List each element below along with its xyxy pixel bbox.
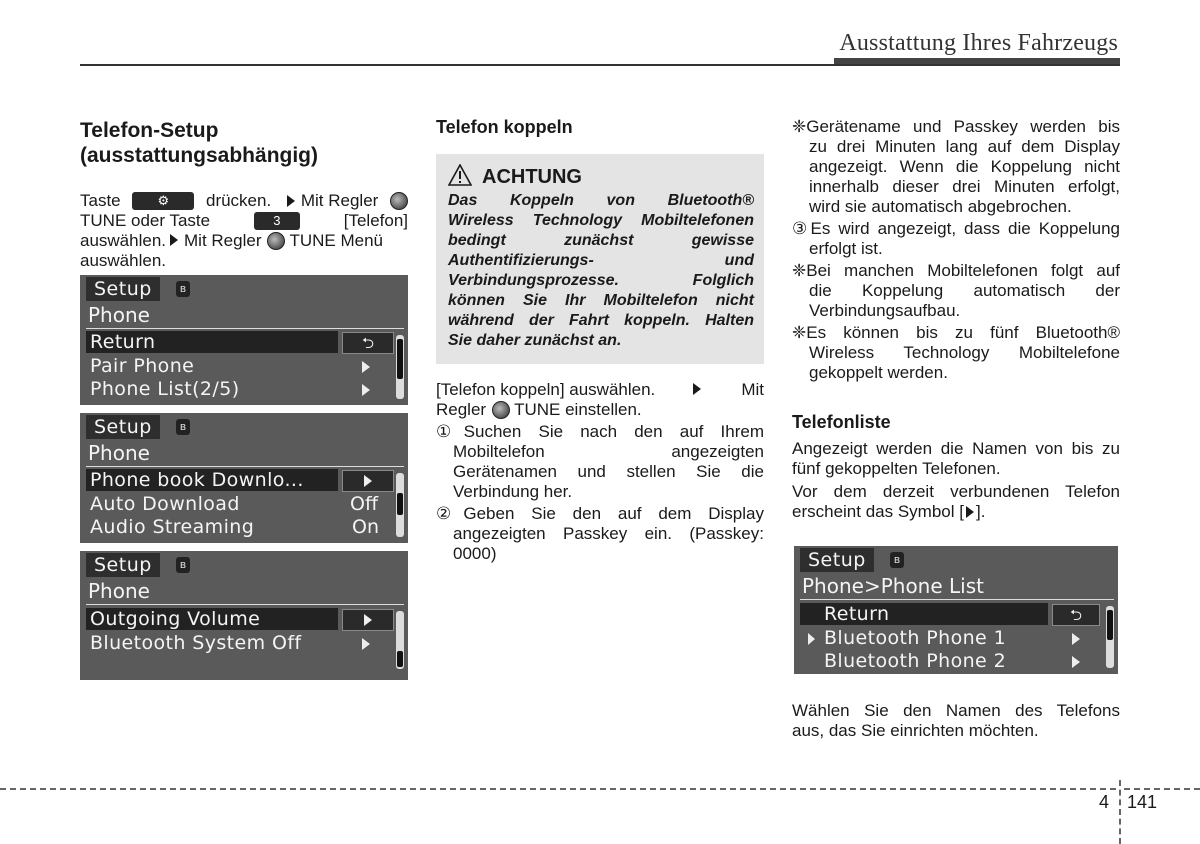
- step-1: ①Suchen Sie nach den auf Ihrem Mobiltelefon angezeigten Gerätenamen und stellen Sie die Verbindung her.: [436, 422, 764, 501]
- menu-row-audio-streaming[interactable]: Audio Streaming: [90, 516, 255, 538]
- scrollbar-thumb[interactable]: [397, 651, 403, 667]
- tune-knob-icon: [390, 192, 408, 210]
- scrollbar-thumb[interactable]: [397, 339, 403, 379]
- screen-title: Setup: [86, 277, 160, 301]
- bluetooth-icon: ʙ: [176, 419, 190, 435]
- menu-row-pair-phone[interactable]: Pair Phone: [90, 355, 195, 377]
- arrow-chip: [342, 470, 394, 492]
- arrow-right-icon: [364, 475, 372, 487]
- section-heading: Telefonliste: [792, 412, 891, 432]
- menu-row-return[interactable]: Return: [800, 603, 1048, 625]
- setting-value: Off: [350, 493, 379, 515]
- text: Regler: [436, 400, 487, 419]
- arrow-right-icon: [693, 383, 701, 395]
- page-number: 141: [1127, 792, 1158, 812]
- connected-arrow-icon: [966, 506, 974, 518]
- tune-knob-icon: [267, 232, 285, 250]
- menu-row-bluetooth-phone-2[interactable]: Bluetooth Phone 2: [824, 650, 1007, 672]
- divider: [800, 599, 1114, 600]
- text: Taste: [80, 191, 121, 210]
- note-3: ❈Es können bis zu fünf Bluetooth® Wireless Technology Mobiltelefone gekoppelt werden.: [792, 323, 1120, 382]
- arrow-right-icon: [362, 361, 370, 373]
- screen-subtitle: Phone: [88, 441, 150, 465]
- arrow-right-icon: [362, 384, 370, 396]
- heading-line: (ausstattungsabhängig): [80, 144, 319, 167]
- warning-title: ACHTUNG: [482, 166, 582, 188]
- screen-subtitle: Phone: [88, 579, 150, 603]
- connected-arrow-icon: [808, 633, 815, 645]
- heading-line: Telefon-Setup: [80, 119, 219, 142]
- step-3: ③Es wird angezeigt, dass die Koppelung erfolgt ist.: [792, 219, 1120, 258]
- text: [Telefon]: [343, 211, 408, 230]
- scrollbar-thumb[interactable]: [397, 493, 403, 515]
- text: Mit Regler: [300, 191, 379, 210]
- text: drücken.: [205, 191, 272, 210]
- section-heading: [80, 118, 318, 168]
- scrollbar[interactable]: [1106, 606, 1114, 668]
- footer-dashed-rule: [0, 788, 1116, 790]
- phone-list-description: Angezeigt werden die Namen von bis zu fünf gekoppelten Telefonen. Vor dem derzeit verbundenen Telefon erscheint das Symbol [ ].: [792, 439, 1120, 521]
- footer-divider: [1119, 780, 1121, 844]
- text: auswählen.: [80, 231, 167, 250]
- text: auswählen.: [80, 251, 167, 270]
- menu-row-bluetooth-phone-1[interactable]: Bluetooth Phone 1: [824, 627, 1007, 649]
- warning-box: [436, 154, 764, 364]
- screen-subtitle: Phone>Phone List: [802, 574, 984, 598]
- chapter-number: 4: [1099, 792, 1110, 812]
- arrow-chip: [342, 609, 394, 631]
- text: Mit Regler: [184, 231, 262, 250]
- bluetooth-icon: ʙ: [176, 557, 190, 573]
- text: [Telefon koppeln] auswählen.: [436, 380, 656, 399]
- warning-text: Das Koppeln von Bluetooth® Wireless Technology Mobiltelefonen bedingt zunächst gewisse Authentifizierungs- und Verbindungsprozesse. Folglich können Sie Ihr Mobiltelefon nicht während der Fahrt koppeln. Halten Sie daher zunächst an.: [448, 192, 754, 349]
- lcd-screen-phone-setup-3: [80, 551, 408, 680]
- arrow-right-icon: [287, 195, 295, 207]
- screen-title: Setup: [86, 553, 160, 577]
- step-2: ②Geben Sie den auf dem Display angezeigten Passkey ein. (Passkey: 0000): [436, 504, 764, 563]
- setup-button-gear-icon: ⚙: [132, 192, 194, 210]
- screen-title: Setup: [800, 548, 874, 572]
- menu-row-auto-download[interactable]: Auto Download: [90, 493, 240, 515]
- setting-value: On: [352, 516, 379, 538]
- header-rule: [80, 64, 1120, 66]
- divider: [86, 604, 404, 605]
- pairing-instructions: [436, 380, 764, 564]
- bluetooth-icon: ʙ: [890, 552, 904, 568]
- lcd-screen-phone-list: [794, 546, 1118, 674]
- intro-paragraph: [80, 191, 408, 271]
- button-3-icon: 3: [254, 212, 300, 230]
- return-icon: ⮌: [342, 332, 394, 354]
- screen-subtitle: Phone: [88, 303, 150, 327]
- menu-row-phone-list[interactable]: Phone List(2/5): [90, 378, 240, 400]
- tune-knob-icon: [492, 401, 510, 419]
- scrollbar-thumb[interactable]: [1107, 610, 1113, 640]
- note-2: ❈Bei manchen Mobiltelefonen folgt auf die Koppelung automatisch der Verbindungsaufbau.: [792, 261, 1120, 320]
- scrollbar[interactable]: [396, 611, 404, 669]
- select-phone-paragraph: Wählen Sie den Namen des Telefons aus, das Sie einrichten möchten.: [792, 701, 1120, 740]
- text: TUNE Menü: [289, 231, 384, 250]
- return-icon: ⮌: [1052, 604, 1100, 626]
- arrow-right-icon: [364, 614, 372, 626]
- text: Mit: [741, 380, 764, 399]
- section-heading: Telefon koppeln: [436, 117, 573, 137]
- arrow-right-icon: [170, 234, 178, 246]
- scrollbar[interactable]: [396, 473, 404, 537]
- screen-title: Setup: [86, 415, 160, 439]
- notes-block: [792, 117, 1120, 383]
- text: TUNE oder Taste: [80, 211, 211, 230]
- arrow-right-icon: [1072, 633, 1080, 645]
- warning-triangle-icon: [448, 164, 472, 186]
- divider: [86, 328, 404, 329]
- lcd-screen-phone-setup-1: [80, 275, 408, 405]
- text: TUNE einstellen.: [514, 400, 642, 419]
- page-header-title: Ausstattung Ihres Fahrzeugs: [839, 30, 1118, 56]
- footer-dashed-rule: [1124, 788, 1200, 790]
- menu-row-return[interactable]: Return: [86, 331, 338, 353]
- menu-row-outgoing-volume[interactable]: Outgoing Volume: [86, 608, 338, 630]
- menu-row-phone-book-download[interactable]: Phone book Downlo...: [86, 469, 338, 491]
- divider: [86, 466, 404, 467]
- arrow-right-icon: [1072, 656, 1080, 668]
- lcd-screen-phone-setup-2: [80, 413, 408, 543]
- note-1: ❈Gerätename und Passkey werden bis zu drei Minuten lang auf dem Display angezeigt. Wenn die Koppelung nicht innerhalb dieser drei Minuten erfolgt, wird sie automatisch abgebrochen.: [792, 117, 1120, 216]
- arrow-right-icon: [362, 638, 370, 650]
- scrollbar[interactable]: [396, 335, 404, 399]
- menu-row-bluetooth-system-off[interactable]: Bluetooth System Off: [90, 632, 302, 654]
- bluetooth-icon: ʙ: [176, 281, 190, 297]
